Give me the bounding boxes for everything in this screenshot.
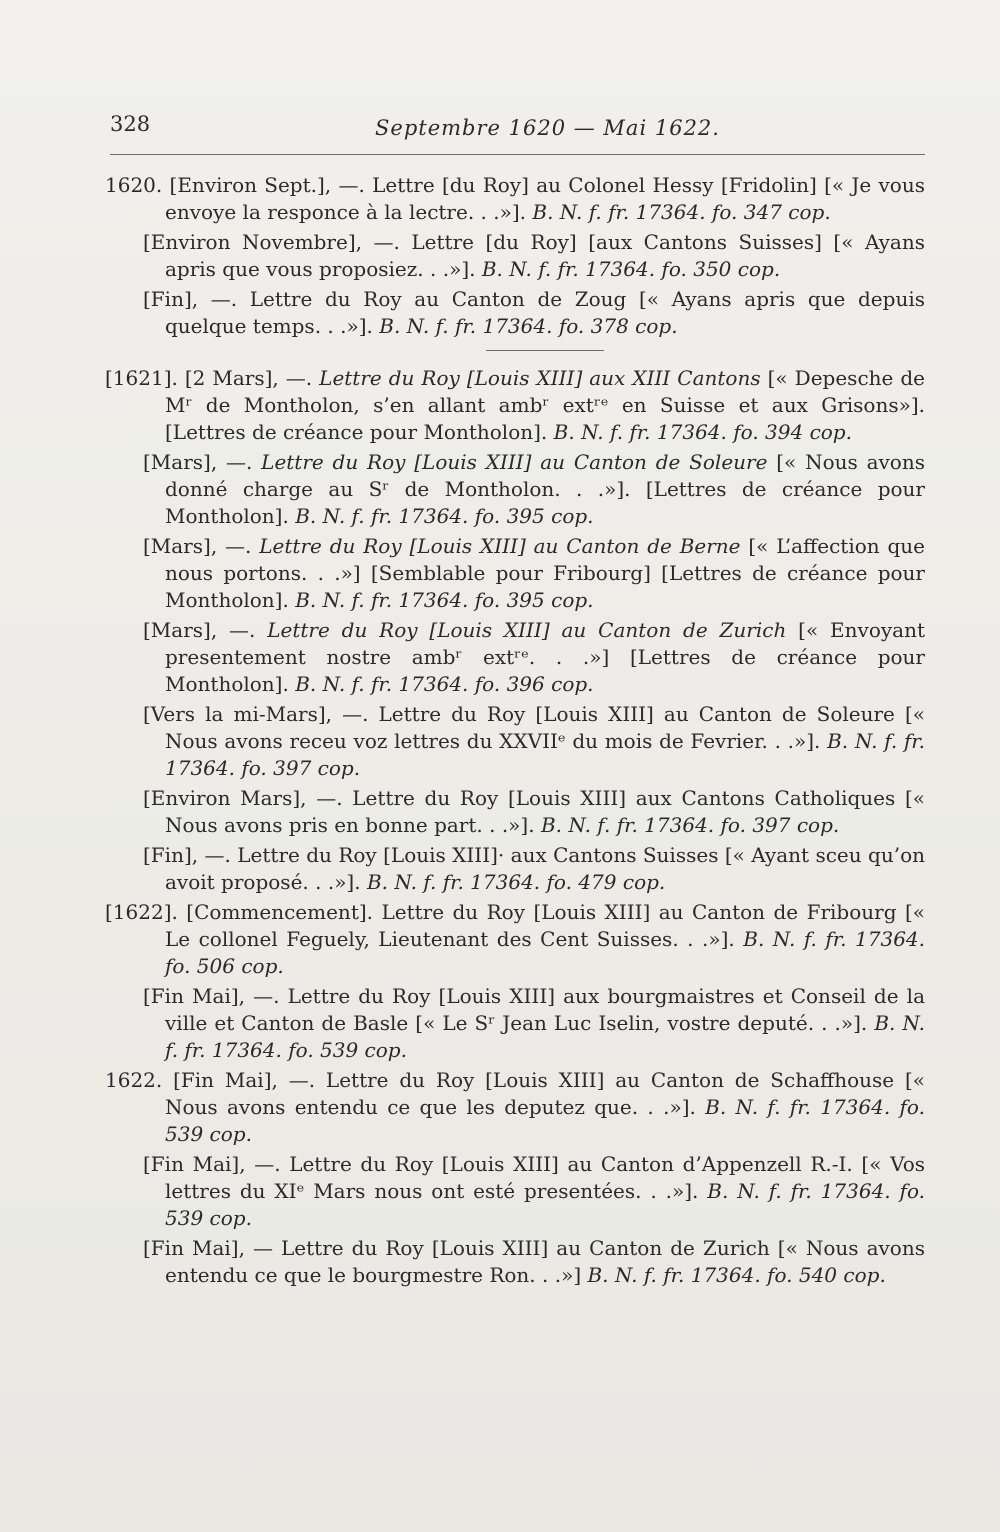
letter-title: Lettre du Roy [Louis XIII] au Canton de Zurich (267, 618, 787, 642)
entry-1622-fin-mai-schaffhouse: 1622. [Fin Mai], —. Lettre du Roy [Louis XIII] au Canton de Schaffhouse [« Nous avons entendu ce que les deputez que. . .»]. B. N. f. fr. 17364. fo. 539 cop. (105, 1068, 925, 1146)
reference: B. N. f. fr. 17364. fo. 479 cop. (366, 870, 666, 894)
entry-1621-mi-mars: [Vers la mi-Mars], —. Lettre du Roy [Louis XIII] au Canton de Soleure [« Nous avons receu voz lettres du XXVIIᵉ du mois de Fevrier. . .»]. B. N. f. fr. 17364. fo. 397 cop. (143, 702, 926, 780)
entry-1621-fin: [Fin], —. Lettre du Roy [Louis XIII]· aux Cantons Suisses [« Ayant sceu qu’on avoit proposé. . .»]. B. N. f. fr. 17364. fo. 479 cop. (143, 843, 925, 894)
entry-1622-fin-mai-appenzell: [Fin Mai], —. Lettre du Roy [Louis XIII] au Canton d’Appenzell R.-I. [« Vos lettres du XIᵉ Mars nous ont esté presentées. . .»]. B. N. f. fr. 17364. fo. 539 cop. (143, 1152, 925, 1230)
running-title: Septembre 1620 — Mai 1622. (375, 116, 720, 140)
reference: B. N. f. fr. 17364. fo. 506 cop. (165, 927, 925, 978)
section-separator (486, 350, 604, 351)
entry-1622-commencement: [1622]. [Commencement]. Lettre du Roy [Louis XIII] au Canton de Fribourg [« Le collonel Feguely, Lieutenant des Cent Suisses. . .»]. B. N. f. fr. 17364. fo. 506 cop. (105, 900, 925, 978)
entry-1621-environ-mars: [Environ Mars], —. Lettre du Roy [Louis XIII] aux Cantons Catholiques [« Nous avons pris en bonne part. . .»]. B. N. f. fr. 17364. fo. 397 cop. (143, 786, 925, 837)
entry-1621-mars-zurich: [Mars], —. Lettre du Roy [Louis XIII] au Canton de Zurich [« Envoyant presentement nostre ambʳ extʳᵉ. . .»] [Lettres de créance pour Montholon]. B. N. f. fr. 17364. fo. 396 cop. (143, 618, 926, 696)
reference: B. N. f. fr. 17364. fo. 396 cop. (295, 672, 594, 696)
reference: B. N. f. fr. 17364. fo. 539 cop. (165, 1095, 925, 1146)
letter-title: Lettre du Roy [Louis XIII] au Canton de Berne (259, 534, 741, 558)
reference: B. N. f. fr. 17364. fo. 347 cop. (532, 200, 831, 224)
entry-1621-mars-soleure: [Mars], —. Lettre du Roy [Louis XIII] au Canton de Soleure [« Nous avons donné charge au Sʳ de Montholon. . .»]. [Lettres de créance pour Montholon]. B. N. f. fr. 17364. fo. 395 cop. (143, 450, 925, 528)
reference: B. N. f. fr. 17364. fo. 539 cop. (165, 1011, 925, 1062)
reference: B. N. f. fr. 17364. fo. 397 cop. (165, 729, 926, 780)
reference: B. N. f. fr. 17364. fo. 397 cop. (540, 813, 840, 837)
letter-title: Lettre du Roy [Louis XIII] aux XIII Cantons (319, 366, 761, 390)
entry-1622-fin-mai-zurich: [Fin Mai], — Lettre du Roy [Louis XIII] au Canton de Zurich [« Nous avons entendu ce que le bourgmestre Ron. . .»] B. N. f. fr. 17364. fo. 540 cop. (143, 1236, 925, 1287)
letter-title: Lettre du Roy [Louis XIII] au Canton de Soleure (261, 450, 768, 474)
entry-1621-mars-berne: [Mars], —. Lettre du Roy [Louis XIII] au Canton de Berne [« L’affection que nous portons. . .»] [Semblable pour Fribourg] [Lettres de créance pour Montholon]. B. N. f. fr. 17364. fo. 395 cop. (143, 534, 926, 612)
reference: B. N. f. fr. 17364. fo. 540 cop. (587, 1263, 886, 1287)
reference: B. N. f. fr. 17364. fo. 350 cop. (481, 257, 781, 281)
document-body (105, 172, 925, 1292)
entry-1622-fin-mai-basle: [Fin Mai], —. Lettre du Roy [Louis XIII] aux bourgmaistres et Conseil de la ville et Canton de Basle [« Le Sʳ Jean Luc Iselin, vostre deputé. . .»]. B. N. f. fr. 17364. fo. 539 cop. (143, 984, 925, 1062)
reference: B. N. f. fr. 17364. fo. 539 cop. (165, 1179, 925, 1230)
entry-1620-fin: [Fin], —. Lettre du Roy au Canton de Zoug [« Ayans apris que depuis quelque temps. . .»]. B. N. f. fr. 17364. fo. 378 cop. (143, 287, 925, 338)
reference: B. N. f. fr. 17364. fo. 394 cop. (553, 420, 852, 444)
entry-1620-nov: [Environ Novembre], —. Lettre [du Roy] [aux Cantons Suisses] [« Ayans apris que vous proposiez. . .»]. B. N. f. fr. 17364. fo. 350 cop. (143, 230, 925, 281)
entry-1621-2-mars: [1621]. [2 Mars], —. Lettre du Roy [Louis XIII] aux XIII Cantons [« Depesche de Mʳ de Montholon, s’en allant ambʳ extʳᵉ en Suisse et aux Grisons»]. [Lettres de créance pour Montholon]. B. N. f. fr. 17364. fo. 394 cop. (105, 366, 926, 444)
reference: B. N. f. fr. 17364. fo. 395 cop. (295, 504, 594, 528)
section-separator-wrap (105, 350, 925, 351)
reference: B. N. f. fr. 17364. fo. 378 cop. (379, 314, 678, 338)
header-rule (110, 154, 925, 155)
page-header (110, 112, 925, 160)
page-number: 328 (110, 112, 151, 136)
entry-1620-sept: 1620. [Environ Sept.], —. Lettre [du Roy] au Colonel Hessy [Fridolin] [« Je vous envoye la responce à la lectre. . .»]. B. N. f. fr. 17364. fo. 347 cop. (105, 173, 925, 224)
reference: B. N. f. fr. 17364. fo. 395 cop. (295, 588, 594, 612)
